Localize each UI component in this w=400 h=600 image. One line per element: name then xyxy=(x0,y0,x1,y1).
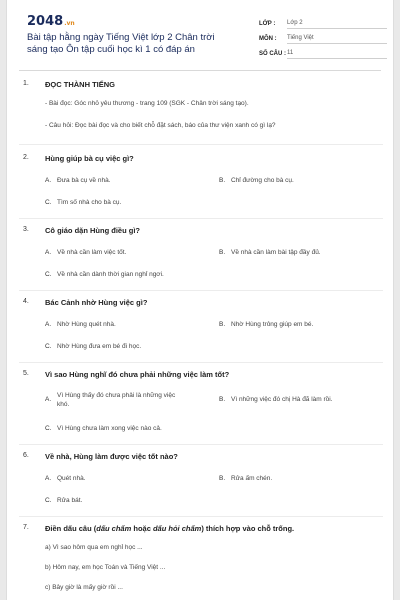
option-c[interactable]: C. Nhờ Hùng đưa em bé đi học. xyxy=(45,343,142,350)
meta-class: LỚP : Lớp 2 xyxy=(259,14,387,29)
question-number: 5. xyxy=(23,370,29,377)
question-title: Hùng giúp bà cụ việc gì? xyxy=(45,154,134,163)
question-title: ĐỌC THÀNH TIẾNG xyxy=(45,80,115,89)
option-a[interactable]: A. Quét nhà. xyxy=(45,475,86,482)
question-number: 7. xyxy=(23,524,29,531)
option-b[interactable]: B. Rửa ấm chén. xyxy=(219,475,273,482)
fill-blank-line: c) Bây giờ là mấy giờ rồi ... xyxy=(45,584,123,591)
option-b[interactable]: B. Về nhà cần làm bài tập đầy đủ. xyxy=(219,249,321,256)
question-title: Về nhà, Hùng làm được việc tốt nào? xyxy=(45,452,178,461)
meta-subject: MÔN : Tiếng Việt xyxy=(259,29,387,44)
header-divider xyxy=(19,70,381,71)
site-logo[interactable]: 2048.vn xyxy=(27,14,75,29)
question-number: 2. xyxy=(23,154,29,161)
option-c[interactable]: C. Vì Hùng chưa làm xong việc nào cả. xyxy=(45,425,162,432)
question-divider xyxy=(19,144,383,145)
option-c[interactable]: C. Về nhà cần dành thời gian nghỉ ngơi. xyxy=(45,271,164,278)
question-number: 4. xyxy=(23,298,29,305)
document-page xyxy=(6,0,394,600)
question-divider xyxy=(19,444,383,445)
question-title: Vì sao Hùng nghĩ đó chưa phải những việc làm tốt? xyxy=(45,370,230,379)
question-title: Cô giáo dặn Hùng điều gì? xyxy=(45,226,140,235)
question-divider xyxy=(19,362,383,363)
option-b[interactable]: B. Chỉ đường cho bà cụ. xyxy=(219,177,294,184)
question-title: Điền dấu câu (dấu chấm hoặc dấu hỏi chấm) thích hợp vào chỗ trống. xyxy=(45,524,295,533)
option-a[interactable]: A. Nhờ Hùng quét nhà. xyxy=(45,321,116,328)
question-divider xyxy=(19,218,383,219)
question-number: 1. xyxy=(23,80,29,87)
option-a[interactable]: A. Vì Hùng thấy đó chưa phải là những việc khó. xyxy=(45,392,176,408)
question-line: - Câu hỏi: Đọc bài đọc và cho biết chỗ đặt sách, báo của thư viện xanh có gì lạ? xyxy=(45,122,276,129)
document-meta xyxy=(259,14,387,59)
question-title: Bác Cảnh nhờ Hùng việc gì? xyxy=(45,298,148,307)
question-line: - Bài đọc: Góc nhỏ yêu thương - trang 109 (SGK - Chân trời sáng tạo). xyxy=(45,100,249,107)
question-divider xyxy=(19,516,383,517)
option-a[interactable]: A. Đưa bà cụ về nhà. xyxy=(45,177,111,184)
question-number: 6. xyxy=(23,452,29,459)
option-b[interactable]: B. Nhờ Hùng trông giúp em bé. xyxy=(219,321,314,328)
option-a[interactable]: A. Về nhà cần làm việc tốt. xyxy=(45,249,127,256)
document-header xyxy=(19,10,383,62)
option-b[interactable]: B. Vì những việc đó chị Hà đã làm rồi. xyxy=(219,396,333,403)
question-number: 3. xyxy=(23,226,29,233)
option-c[interactable]: C. Rửa bát. xyxy=(45,497,83,504)
option-c[interactable]: C. Tìm số nhà cho bà cụ. xyxy=(45,199,122,206)
fill-blank-line: a) Vì sao hôm qua em nghỉ học ... xyxy=(45,544,143,551)
document-title: Bài tập hằng ngày Tiếng Việt lớp 2 Chân trời sáng tạo Ôn tập cuối học kì 1 có đáp án xyxy=(27,32,215,55)
meta-question-count: SỐ CÂU : 11 xyxy=(259,44,387,59)
question-divider xyxy=(19,290,383,291)
fill-blank-line: b) Hôm nay, em học Toán và Tiếng Việt ... xyxy=(45,564,166,571)
